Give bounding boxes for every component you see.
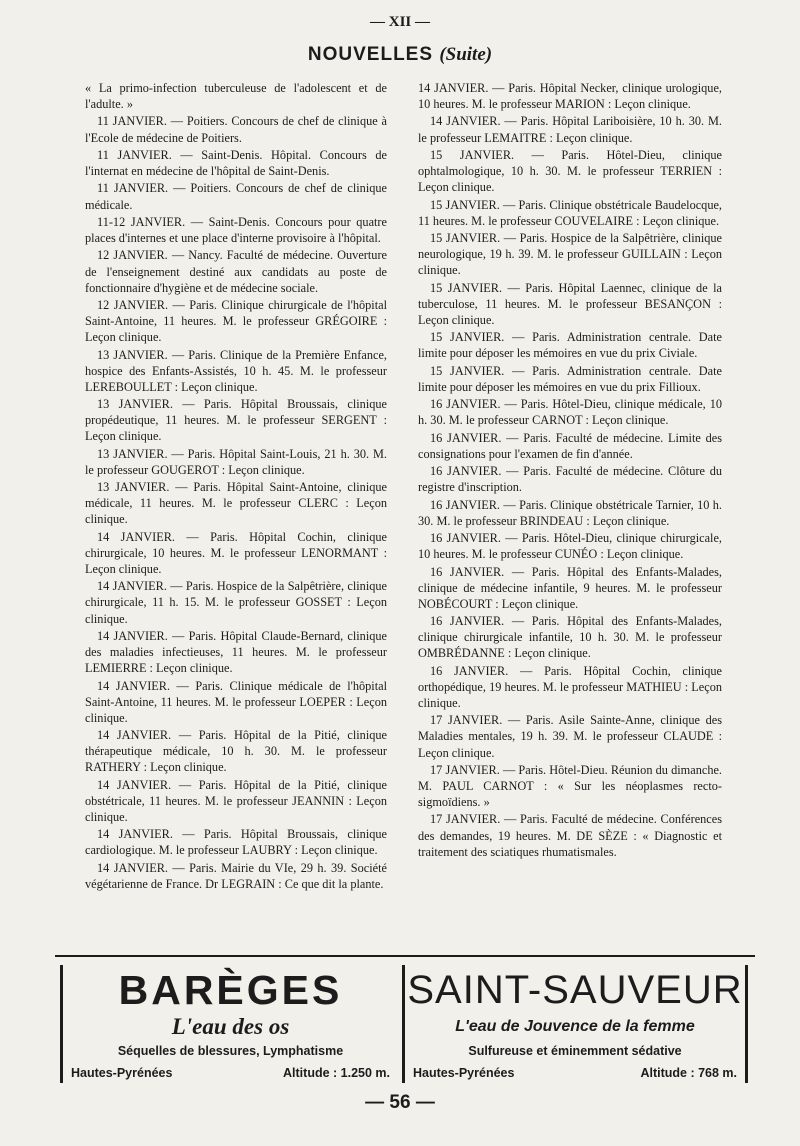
news-entry: 15 JANVIER. — Paris. Hôpital Laennec, clinique de la tuberculose, 11 heures. M. le professeur BESANÇON : Leçon clinique. (418, 280, 722, 327)
section-title-text: NOUVELLES (307, 44, 434, 65)
ad-footer (63, 1061, 398, 1083)
news-entry: « La primo-infection tuberculeuse de l'adolescent et de l'adulte. » (85, 81, 387, 112)
bareges-advertisement (60, 965, 398, 1083)
news-entry: 14 JANVIER. — Paris. Hôpital Claude-Bernard, clinique des maladies infectieuses, 11 heures. M. le professeur LEMIERRE : Leçon clinique. (85, 628, 387, 676)
ad-description: Sulfureuse et éminemment sédative (468, 1044, 682, 1058)
news-entry: 16 JANVIER. — Paris. Hôtel-Dieu, clinique médicale, 10 h. 30. M. le professeur CARNOT : Leçon clinique. (418, 397, 722, 428)
news-entry: 16 JANVIER. — Paris. Hôpital des Enfants-Malades, clinique chirurgicale infantile, 10 h. 30. M. le professeur OMBRÉDANNE : Leçon clinique. (418, 614, 722, 661)
news-entry: 15 JANVIER. — Paris. Hospice de la Salpêtrière, clinique neurologique, 19 h. 39. M. le professeur GUILLAIN : Leçon clinique. (418, 231, 722, 278)
news-entry: 11 JANVIER. — Poitiers. Concours de chef de clinique médicale. (85, 181, 387, 212)
news-entry: 13 JANVIER. — Paris. Hôpital Saint-Louis, 21 h. 30. M. le professeur GOUGEROT : Leçon clinique. (85, 446, 387, 477)
page-roman-number: — XII — (369, 14, 430, 30)
ad-name: BARÈGES (118, 967, 343, 1013)
ad-footer (405, 1061, 745, 1083)
saint-sauveur-advertisement (402, 965, 748, 1083)
news-entry: 11 JANVIER. — Saint-Denis. Hôpital. Concours de l'internat en médecine de l'hôpital de Saint-Denis. (85, 147, 387, 179)
news-entry: 16 JANVIER. — Paris. Hôtel-Dieu, clinique chirurgicale, 10 heures. M. le professeur CUNÉO : Leçon clinique. (418, 531, 722, 562)
news-entry: 11 JANVIER. — Poitiers. Concours de chef de clinique à l'Ecole de médecine de Poitiers. (85, 114, 387, 145)
ad-region: Hautes-Pyrénées (413, 1066, 515, 1080)
section-title-suffix: (Suite) (439, 44, 493, 65)
news-entry: 16 JANVIER. — Paris. Faculté de médecine. Limite des consignations pour l'examen de fin d'année. (418, 430, 722, 461)
news-entry: 15 JANVIER. — Paris. Administration centrale. Date limite pour déposer les mémoires en vue du prix Civiale. (418, 330, 722, 361)
ad-tagline: L'eau de Jouvence de la femme (455, 1018, 695, 1035)
news-entry: 14 JANVIER. — Paris. Hôpital de la Pitié, clinique obstétricale, 11 heures. M. le professeur JEANNIN : Leçon clinique. (85, 777, 387, 824)
ad-name: SAINT-SAUVEUR (407, 968, 743, 1012)
news-entry: 15 JANVIER. — Paris. Clinique obstétricale Baudelocque, 11 heures. M. le professeur COUVELAIRE : Leçon clinique. (418, 197, 722, 228)
news-entry: 12 JANVIER. — Paris. Clinique chirurgicale de l'hôpital Saint-Antoine, 11 heures. M. le professeur GRÉGOIRE : Leçon clinique. (85, 298, 387, 345)
news-entry: 14 JANVIER. — Paris. Hôpital Broussais, clinique cardiologique. M. le professeur LAUBRY : Leçon clinique. (85, 827, 387, 858)
ad-region: Hautes-Pyrénées (71, 1066, 173, 1080)
news-entry: 13 JANVIER. — Paris. Clinique de la Première Enfance, hospice des Enfants-Assistés, 10 h. 45. M. le professeur LEREBOULLET : Leçon clinique. (85, 347, 387, 394)
news-entry: 15 JANVIER. — Paris. Hôtel-Dieu, clinique ophtalmologique, 10 h. 30. M. le professeur TERRIEN : Leçon clinique. (418, 147, 722, 195)
news-entry: 17 JANVIER. — Paris. Asile Sainte-Anne, clinique des Maladies mentales, 19 h. 39. M. le professeur CLAUDE : Leçon clinique. (418, 713, 722, 760)
news-entry: 14 JANVIER. — Paris. Hôpital Lariboisière, 10 h. 30. M. le professeur LEMAITRE : Leçon clinique. (418, 114, 722, 145)
news-entry: 16 JANVIER. — Paris. Hôpital Cochin, clinique orthopédique, 19 heures. M. le professeur MATHIEU : Leçon clinique. (418, 663, 722, 710)
news-entry: 16 JANVIER. — Paris. Faculté de médecine. Clôture du registre d'inscription. (418, 464, 722, 495)
section-title (0, 44, 800, 66)
news-entry: 17 JANVIER. — Paris. Faculté de médecine. Conférences des demandes, 19 heures. M. DE SÈZE : « Diagnostic et traitement des sciatiques rhumatismales. (418, 812, 722, 859)
news-entry: 14 JANVIER. — Paris. Hôpital de la Pitié, clinique thérapeutique médicale, 10 h. 30. M. le professeur RATHERY : Leçon clinique. (85, 728, 387, 775)
news-entry: 14 JANVIER. — Paris. Hôpital Cochin, clinique chirurgicale, 10 heures. M. le professeur LENORMANT : Leçon clinique. (85, 529, 387, 576)
news-entry: 14 JANVIER. — Paris. Clinique médicale de l'hôpital Saint-Antoine, 11 heures. M. le professeur LOEPER : Leçon clinique. (85, 678, 387, 725)
news-entry: 15 JANVIER. — Paris. Administration centrale. Date limite pour déposer les mémoires en vue du prix Fillioux. (418, 363, 722, 394)
ad-altitude: Altitude : 768 m. (640, 1066, 737, 1080)
news-entry: 16 JANVIER. — Paris. Clinique obstétricale Tarnier, 10 h. 30. M. le professeur BRINDEAU : Leçon clinique. (418, 497, 722, 528)
page-number: — 56 — (365, 1092, 435, 1113)
horizontal-rule (55, 955, 755, 957)
news-entry: 14 JANVIER. — Paris. Hôpital Necker, clinique urologique, 10 heures. M. le professeur MARION : Leçon clinique. (418, 81, 722, 112)
ad-tagline: L'eau des os (171, 1014, 290, 1039)
right-column (418, 80, 722, 860)
left-column (85, 80, 387, 892)
news-entry: 13 JANVIER. — Paris. Hôpital Broussais, clinique propédeutique, 11 heures. M. le professeur SERGENT : Leçon clinique. (85, 397, 387, 444)
news-entry: 14 JANVIER. — Paris. Hospice de la Salpêtrière, clinique chirurgicale, 11 h. 15. M. le professeur GOSSET : Leçon clinique. (85, 579, 387, 626)
ad-altitude: Altitude : 1.250 m. (283, 1066, 390, 1080)
ad-description: Séquelles de blessures, Lymphatisme (117, 1044, 344, 1058)
news-entry: 11-12 JANVIER. — Saint-Denis. Concours pour quatre places d'internes et une place d'interne provisoire à l'hôpital. (85, 214, 387, 246)
news-entry: 13 JANVIER. — Paris. Hôpital Saint-Antoine, clinique médicale, 11 heures. M. le professeur CLERC : Leçon clinique. (85, 480, 387, 527)
news-entry: 17 JANVIER. — Paris. Hôtel-Dieu. Réunion du dimanche. M. PAUL CARNOT : « Sur les néoplasmes recto-sigmoïdiens. » (418, 762, 722, 810)
news-entry: 16 JANVIER. — Paris. Hôpital des Enfants-Malades, clinique de médecine infantile, 9 heures. M. le professeur NOBÉCOURT : Leçon clinique. (418, 564, 722, 611)
news-entry: 14 JANVIER. — Paris. Mairie du VIe, 29 h. 39. Société végétarienne de France. Dr LEGRAIN : Ce que dit la plante. (85, 860, 387, 891)
news-entry: 12 JANVIER. — Nancy. Faculté de médecine. Ouverture de l'enseignement destiné aux candidats au poste de fonctionnaire d'hygiène et de médecine sociale. (85, 248, 387, 295)
